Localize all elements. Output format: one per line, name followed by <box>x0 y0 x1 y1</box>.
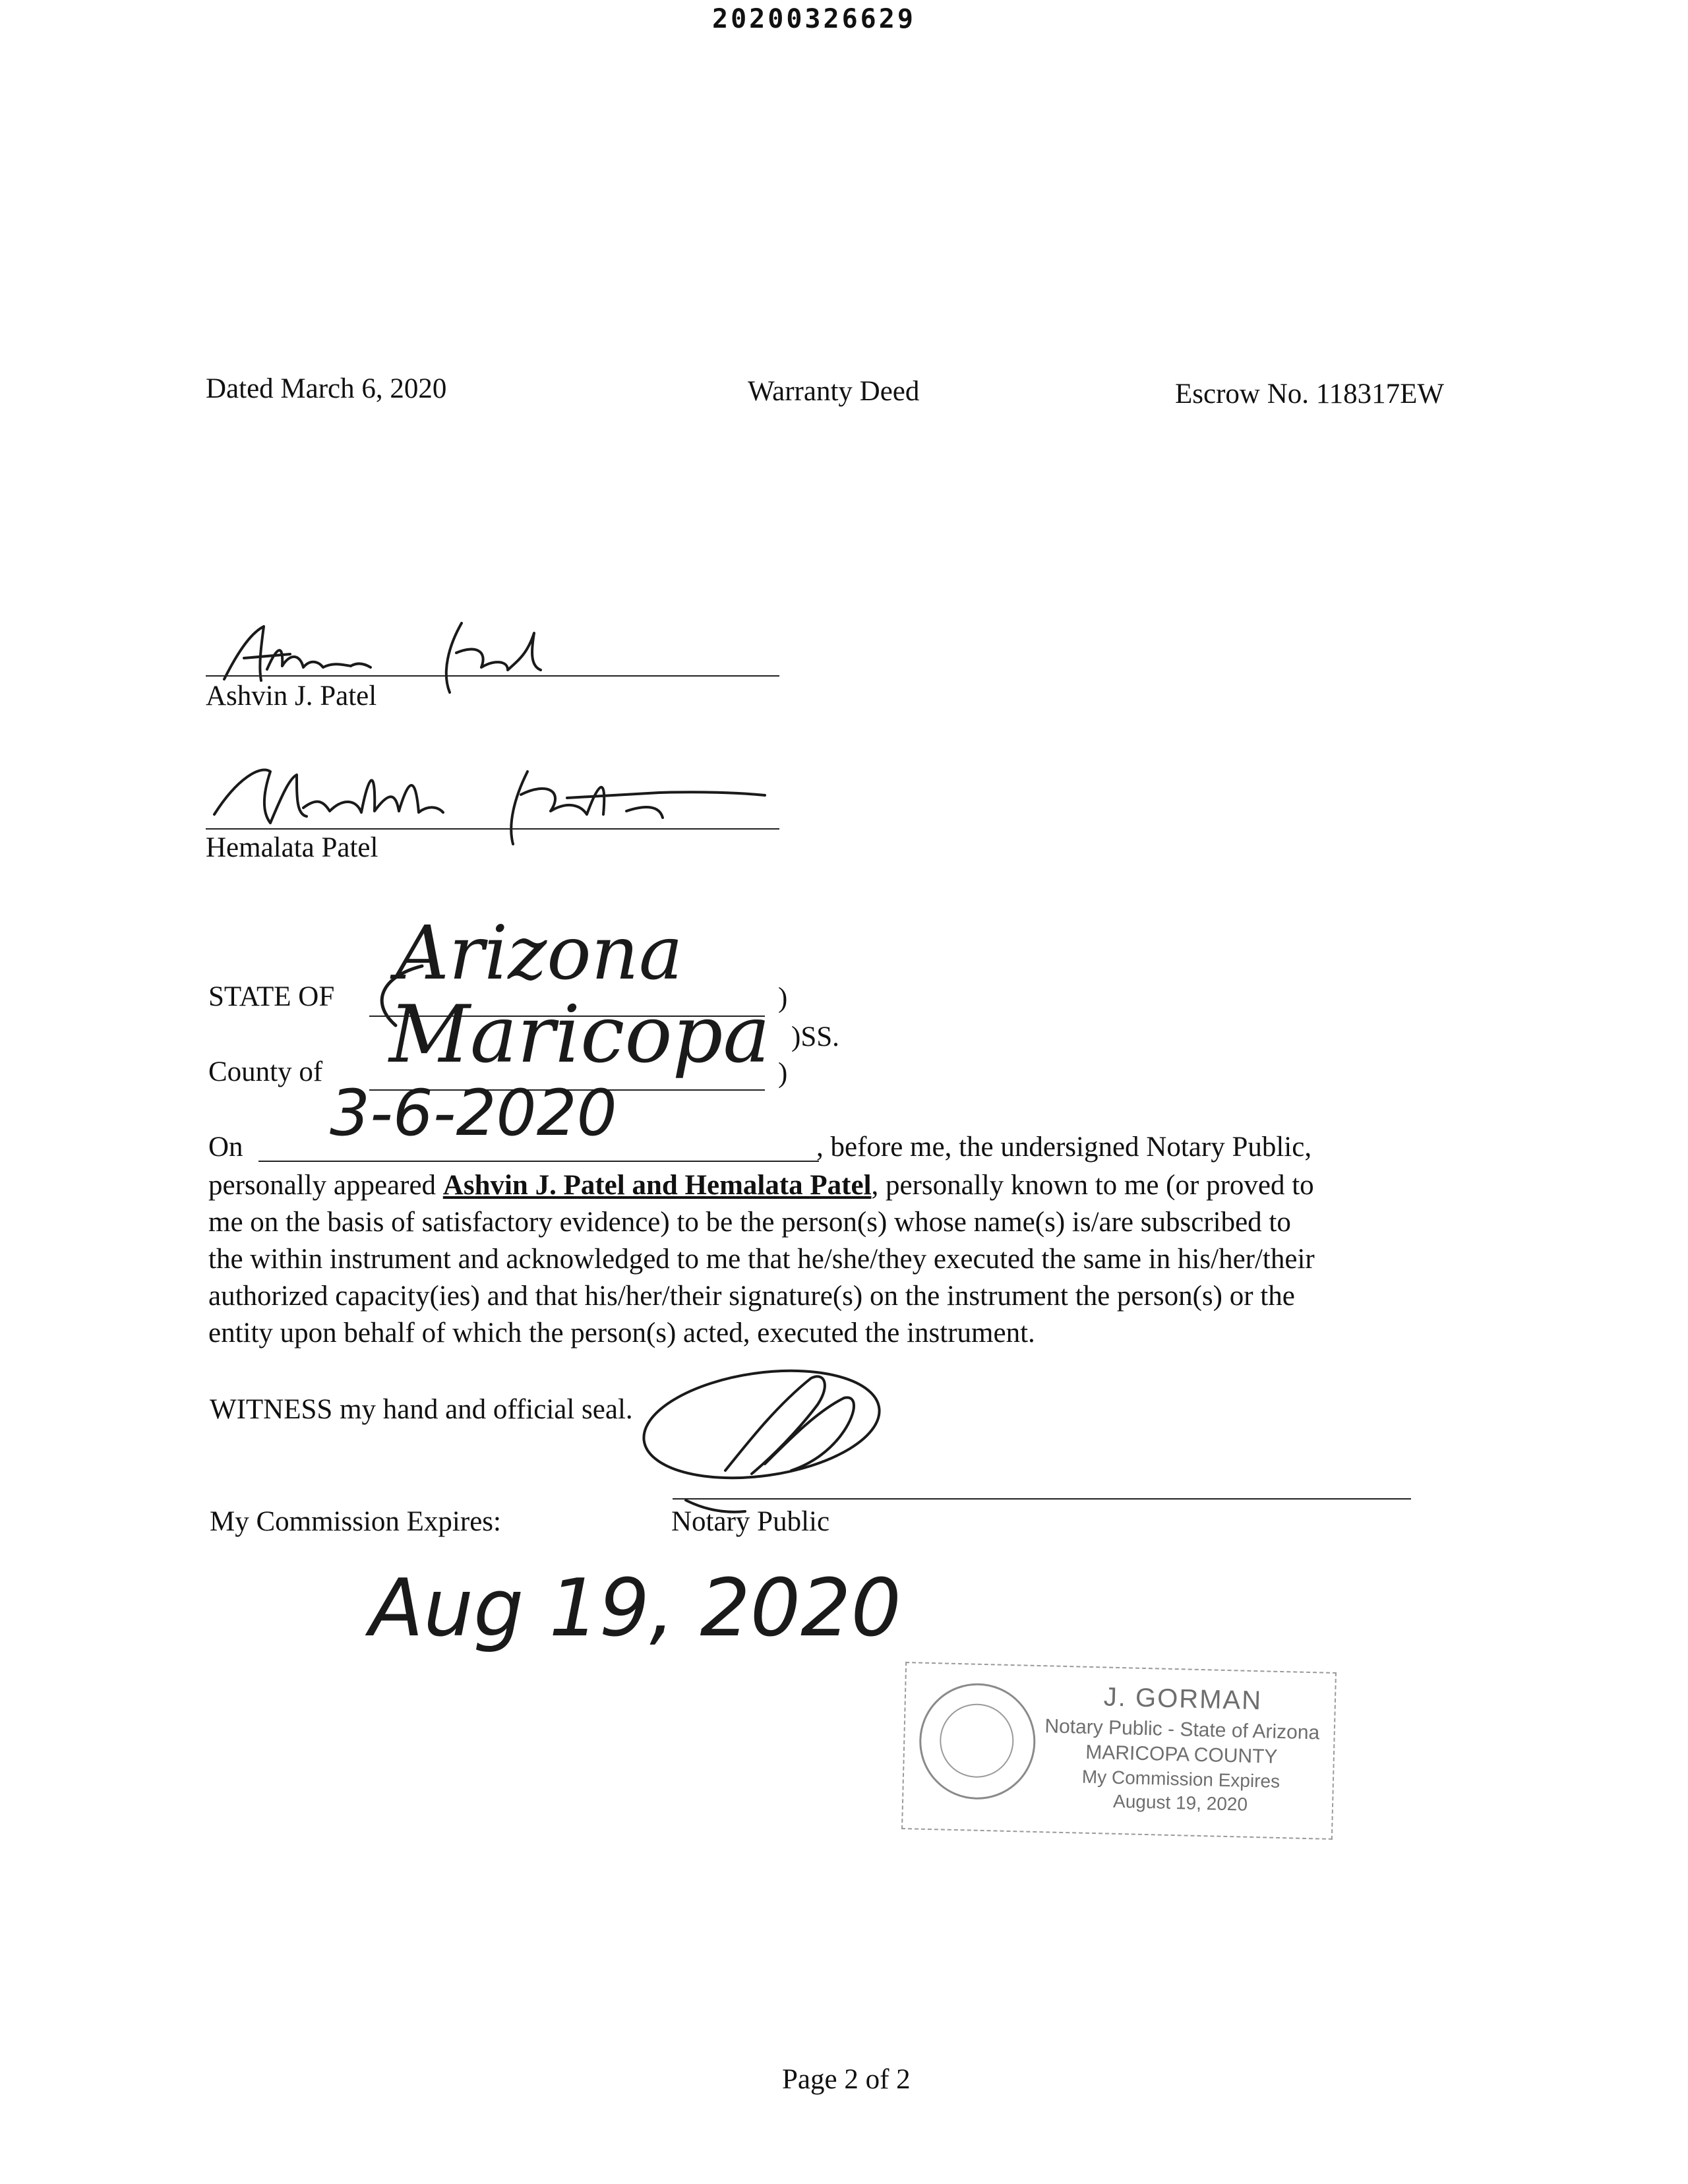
commission-expires-label: My Commission Expires: <box>210 1506 501 1537</box>
seal-notary-name: J. GORMAN <box>1103 1682 1263 1716</box>
seal-line-3: My Commission Expires <box>1081 1766 1281 1792</box>
ack-line-5: authorized capacity(ies) and that his/her/their signature(s) on the instrument the person(s) or the <box>208 1281 1295 1312</box>
ack-line-2-before: personally appeared <box>208 1170 437 1201</box>
ack-date-handwritten: 3-6-2020 <box>330 1076 617 1150</box>
ack-line-3: me on the basis of satisfactory evidence) to be the person(s) whose name(s) is/are subscribed to <box>208 1207 1291 1238</box>
ack-line-6: entity upon behalf of which the person(s) acted, executed the instrument. <box>208 1318 1035 1349</box>
signer-name-ashvin: Ashvin J. Patel <box>206 681 377 712</box>
seal-line-1: Notary Public - State of Arizona <box>1044 1715 1320 1744</box>
witness-text: WITNESS my hand and official seal. <box>210 1394 633 1425</box>
seal-line-2: MARICOPA COUNTY <box>1085 1741 1278 1768</box>
state-seal-inner-ring <box>939 1703 1015 1778</box>
state-handwritten: Arizona <box>396 911 683 996</box>
notary-public-label: Notary Public <box>671 1506 830 1537</box>
signer-name-hemalata: Hemalata Patel <box>206 832 378 863</box>
notary-signature-line <box>673 1498 1411 1500</box>
signature-line-ashvin <box>206 675 779 677</box>
page-number: Page 2 of 2 <box>782 2064 911 2095</box>
seal-line-4: August 19, 2020 <box>1112 1790 1248 1815</box>
state-seal-icon <box>918 1682 1037 1801</box>
ss-label: )SS. <box>791 1021 839 1052</box>
document-type: Warranty Deed <box>748 376 920 407</box>
notary-seal-stamp <box>901 1662 1337 1840</box>
state-of-label: STATE OF <box>208 981 335 1012</box>
ack-line-2 <box>208 1167 1314 1204</box>
county-of-label: County of <box>208 1056 323 1087</box>
dated-text: Dated March 6, 2020 <box>206 373 447 404</box>
state-paren: ) <box>778 983 788 1014</box>
escrow-number: Escrow No. 118317EW <box>1175 379 1445 410</box>
county-handwritten: Maricopa <box>389 989 770 1081</box>
ack-line-4: the within instrument and acknowledged to me that he/she/they executed the same in his/her/their <box>208 1244 1315 1275</box>
date-blank-line <box>258 1161 819 1162</box>
on-label: On <box>208 1132 243 1163</box>
recording-number: 20200326629 <box>712 4 916 34</box>
ack-line-1: , before me, the undersigned Notary Public, <box>816 1132 1312 1163</box>
commission-expires-handwritten: Aug 19, 2020 <box>369 1563 901 1654</box>
appeared-names: Ashvin J. Patel and Hemalata Patel <box>442 1170 872 1201</box>
county-paren: ) <box>778 1058 788 1089</box>
ack-line-2-after: , personally known to me (or proved to <box>871 1170 1314 1201</box>
